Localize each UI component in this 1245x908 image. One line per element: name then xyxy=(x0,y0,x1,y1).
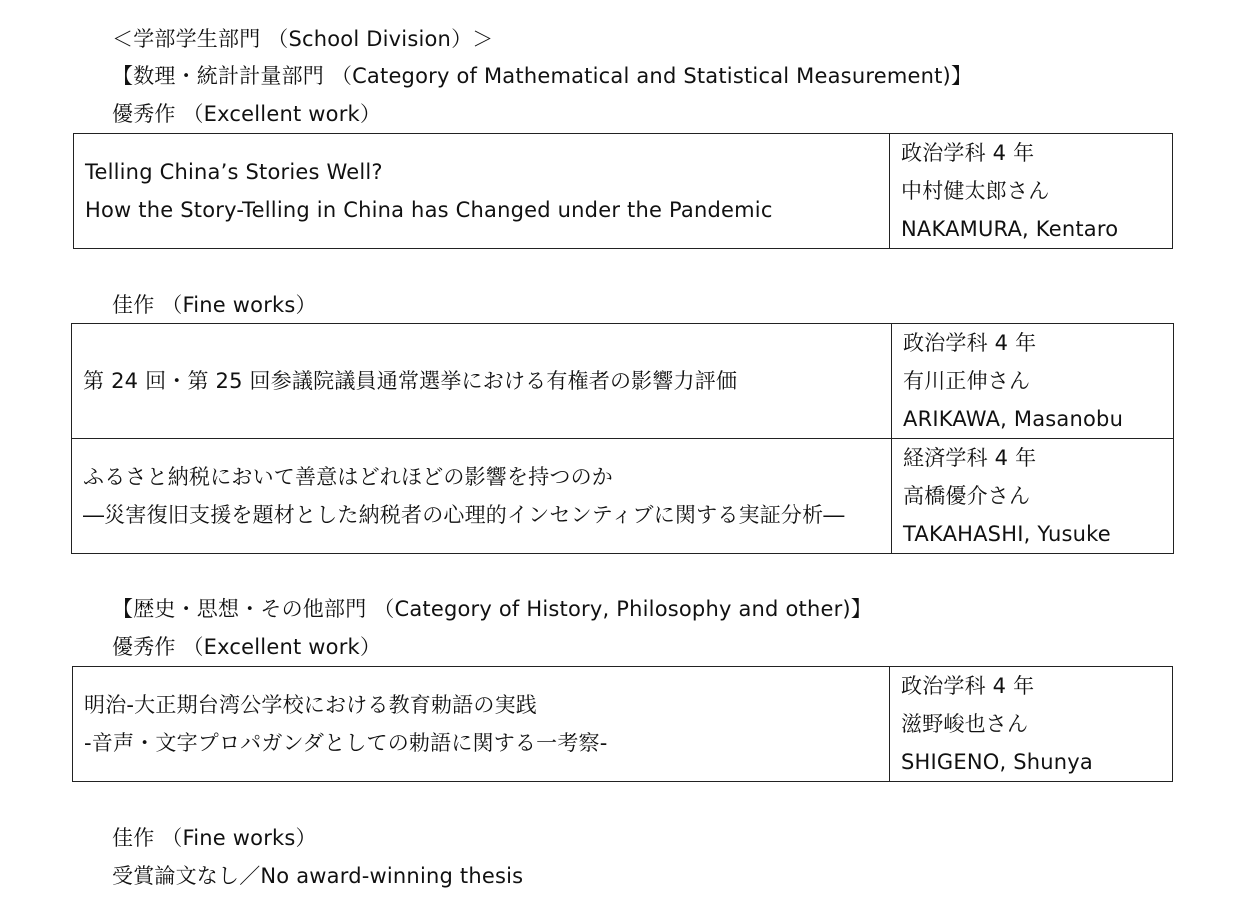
author-name-en: TAKAHASHI, Yusuke xyxy=(903,522,1111,546)
thesis-title-line: ふるさと納税において善意はどれほどの影響を持つのか xyxy=(83,465,613,489)
table-row xyxy=(72,439,1174,554)
thesis-title-line: Telling China’s Stories Well? xyxy=(85,160,383,184)
thesis-title-cell xyxy=(72,439,892,554)
thesis-title-cell xyxy=(72,324,892,439)
table-row xyxy=(74,134,1173,249)
author-cell xyxy=(892,324,1174,439)
author-cell xyxy=(890,134,1173,249)
group-heading-excellent: 優秀作 （Excellent work） xyxy=(112,102,382,126)
award-table xyxy=(73,133,1173,249)
table-row xyxy=(72,324,1174,439)
author-name-en: SHIGENO, Shunya xyxy=(901,750,1093,774)
thesis-title-line: How the Story-Telling in China has Changed under the Pandemic xyxy=(85,198,773,222)
author-name-ja: 滋野峻也さん xyxy=(901,712,1029,736)
table-row xyxy=(73,667,1173,782)
award-table xyxy=(71,323,1174,554)
author-name-ja: 中村健太郎さん xyxy=(901,179,1050,203)
author-cell xyxy=(890,667,1173,782)
thesis-title-cell xyxy=(74,134,890,249)
group-heading-excellent: 優秀作 （Excellent work） xyxy=(112,635,382,659)
author-name-ja: 高橋優介さん xyxy=(903,484,1031,508)
thesis-title-line: 明治-大正期台湾公学校における教育勅語の実践 xyxy=(84,693,537,717)
author-name-en: ARIKAWA, Masanobu xyxy=(903,407,1124,431)
thesis-title-line: ―災害復旧支援を題材とした納税者の心理的インセンティブに関する実証分析― xyxy=(83,503,845,527)
category-heading-history: 【歴史・思想・その他部門 （Category of History, Philosophy and other)】 xyxy=(112,597,872,621)
author-name-ja: 有川正伸さん xyxy=(903,369,1031,393)
thesis-title-line: -音声・文字プロパガンダとしての勅語に関する一考察- xyxy=(84,731,608,755)
no-award-text: 受賞論文なし／No award-winning thesis xyxy=(112,864,524,888)
group-heading-fine: 佳作 （Fine works） xyxy=(112,293,317,317)
author-name-en: NAKAMURA, Kentaro xyxy=(901,217,1119,241)
group-heading-fine: 佳作 （Fine works） xyxy=(112,826,317,850)
author-department: 政治学科 4 年 xyxy=(901,674,1035,698)
award-table xyxy=(72,666,1173,782)
thesis-title-cell xyxy=(73,667,890,782)
author-cell xyxy=(892,439,1174,554)
thesis-title-line: 第 24 回・第 25 回参議院議員通常選挙における有権者の影響力評価 xyxy=(83,369,738,393)
division-heading: ＜学部学生部門 （School Division）＞ xyxy=(112,27,494,51)
author-department: 政治学科 4 年 xyxy=(901,141,1035,165)
author-department: 経済学科 4 年 xyxy=(903,446,1037,470)
author-department: 政治学科 4 年 xyxy=(903,331,1037,355)
category-heading-math-stat: 【数理・統計計量部門 （Category of Mathematical and Statistical Measurement)】 xyxy=(112,64,973,88)
